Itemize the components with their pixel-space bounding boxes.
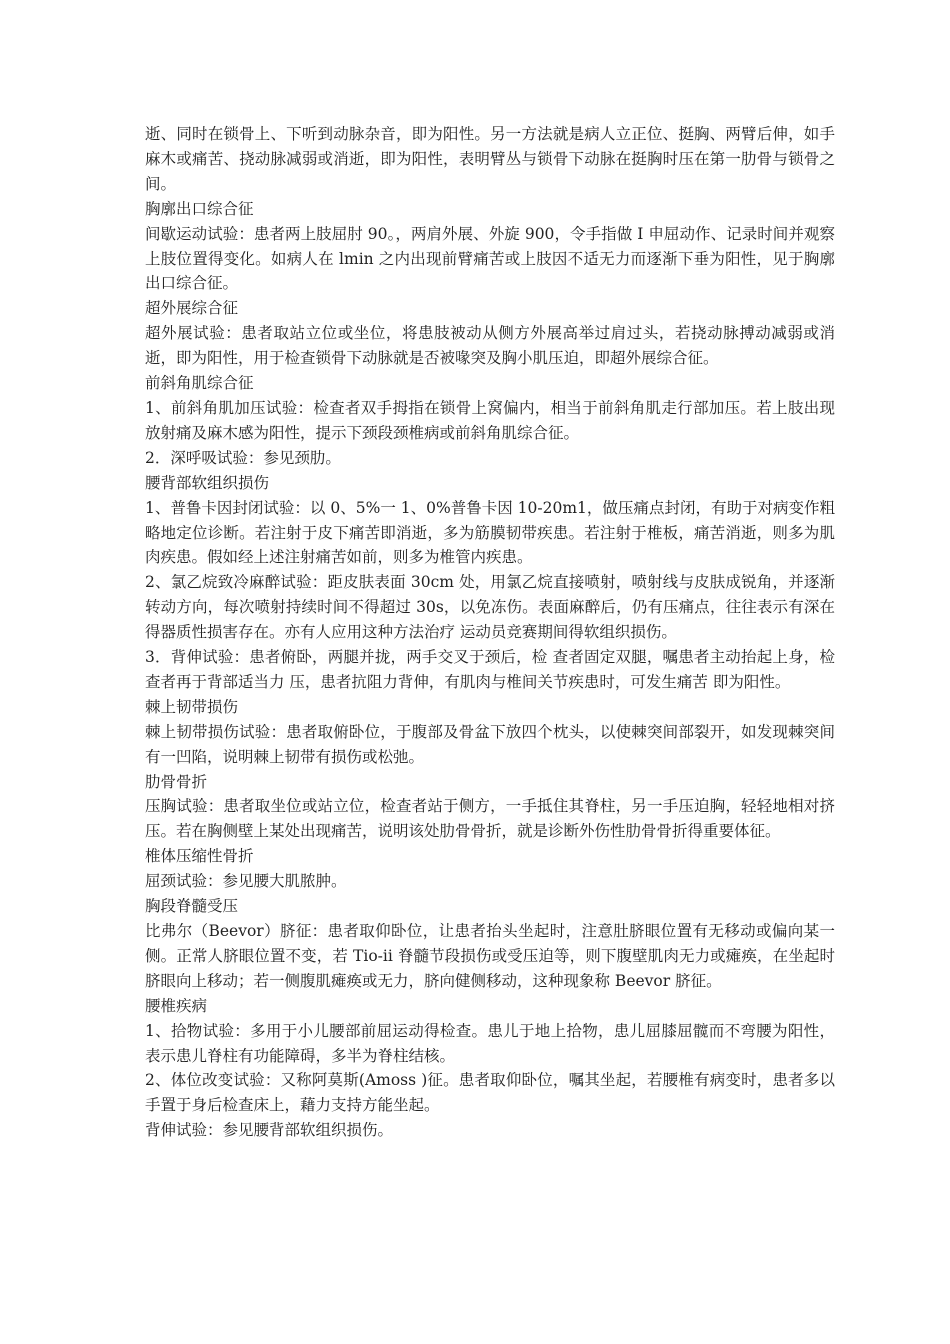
heading-vertebral-compression-fracture: 椎体压缩性骨折	[145, 847, 254, 866]
heading-supraspinous-ligament-injury: 棘上韧带损伤	[145, 697, 239, 716]
paragraph-continuation: 逝、同时在锁骨上、下听到动脉杂音，即为阳性。另一方法就是病人立正位、挺胸、两臂后伸，如手麻木或痛苦、挠动脉减弱或消逝，即为阳性，表明臂丛与锁骨下动脉在挺胸时压在第一肋骨与锁骨之间。	[145, 125, 835, 193]
paragraph-supraspinous-ligament-test: 棘上韧带损伤试验：患者取俯卧位，于腹部及骨盆下放四个枕头，以使棘突间部裂开，如发现棘突间有一凹陷，说明棘上韧带有损伤或松弛。	[145, 722, 835, 766]
heading-lumbar-disease: 腰椎疾病	[145, 996, 208, 1015]
paragraph-scalene-compression-test: 1、前斜角肌加压试验：检查者双手拇指在锁骨上窝偏内，相当于前斜角肌走行部加压。若上肢出现放射痛及麻木感为阳性，提示下颈段颈椎病或前斜角肌综合征。	[145, 398, 835, 442]
paragraph-back-extension-test: 3．背伸试验：患者俯卧，两腿并拢，两手交叉于颈后，检 查者固定双腿，嘱患者主动抬起上身，检查者再于背部适当力 压，患者抗阻力背伸，有肌肉与椎间关节疾患时，可发生痛苦 即为阳性。	[145, 648, 835, 691]
paragraph-neck-flexion-test: 屈颈试验：参见腰大肌脓肿。	[145, 872, 347, 891]
heading-lumbar-soft-tissue-injury: 腰背部软组织损伤	[145, 473, 270, 492]
heading-scalenus-anticus-syndrome: 前斜角肌综合征	[145, 374, 254, 393]
paragraph-beevor-sign: 比弗尔（Beevor）脐征：患者取仰卧位，让患者抬头坐起时，注意肚脐眼位置有无移动或偏向某一侧。正常人脐眼位置不变，若 Tio-ii 脊髓节段损伤或受压迫等，则下腹壁肌肉无力或瘫痪，在坐起时脐眼向上移动；若一侧腹肌瘫痪或无力，脐向健侧移动，这种现象称 Beevor 脐征。	[145, 922, 835, 990]
heading-thoracic-outlet-syndrome: 胸廓出口综合征	[145, 199, 254, 218]
heading-thoracic-cord-compression: 胸段脊髓受压	[145, 897, 239, 916]
paragraph-pick-up-test: 1、拾物试验：多用于小儿腰部前屈运动得检查。患儿于地上拾物，患儿屈膝屈髋而不弯腰为阳性，表示患儿脊柱有功能障碍，多半为脊柱结核。	[145, 1021, 835, 1065]
paragraph-chest-compression-test: 压胸试验：患者取坐位或站立位，检查者站于侧方，一手抵住其脊柱，另一手压迫胸，轻轻地相对挤压。若在胸侧壁上某处出现痛苦，说明该处肋骨骨折，就是诊断外伤性肋骨骨折得重要体征。	[145, 797, 835, 841]
paragraph-ethyl-chloride-test: 2、氯乙烷致冷麻醉试验：距皮肤表面 30cm 处，用氯乙烷直接喷射，喷射线与皮肤成锐角，并逐渐转动方向，每次喷射持续时间不得超过 30s，以免冻伤。表面麻醉后，仍有压痛点，往往表示有深在得器质性损害存在。亦有人应用这种方法治疗 运动员竞赛期间得软组织损伤。	[145, 573, 835, 642]
heading-rib-fracture: 肋骨骨折	[145, 772, 208, 791]
paragraph-deep-breathing-test: 2．深呼吸试验：参见颈肋。	[145, 448, 341, 467]
paragraph-hyperabduction-test: 超外展试验：患者取站立位或坐位，将患肢被动从侧方外展高举过肩过头，若挠动脉搏动减弱或消逝，即为阳性，用于检查锁骨下动脉就是否被喙突及胸小肌压迫，即超外展综合征。	[145, 324, 835, 368]
paragraph-procaine-block-test: 1、普鲁卡因封闭试验：以 0、5%一 1、0%普鲁卡因 10-20m1，做压痛点封闭，有助于对病变作粗略地定位诊断。若注射于皮下痛苦即消逝，多为筋膜韧带疾患。若注射于椎板，痛苦消逝，则多为肌肉疾患。假如经上述注射痛苦如前，则多为椎管内疾患。	[145, 498, 835, 567]
paragraph-intermittent-exercise-test: 间歇运动试验：患者两上肢屈肘 90。，两肩外展、外旋 900，令手指做 I 申屈动作、记录时间并观察上肢位置得变化。如病人在 lmin 之内出现前臂痛苦或上肢因不适无力而逐渐下垂为阳性，见于胸廓出口综合征。	[145, 224, 835, 293]
heading-hyperabduction-syndrome: 超外展综合征	[145, 299, 239, 318]
paragraph-back-extension-reference: 背伸试验：参见腰背部软组织损伤。	[145, 1121, 394, 1140]
document-page	[145, 122, 835, 1143]
paragraph-amoss-sign: 2、体位改变试验：又称阿莫斯(Amoss )征。患者取仰卧位，嘱其坐起，若腰椎有病变时，患者多以手置于身后检查床上，藉力支持方能坐起。	[145, 1071, 835, 1115]
